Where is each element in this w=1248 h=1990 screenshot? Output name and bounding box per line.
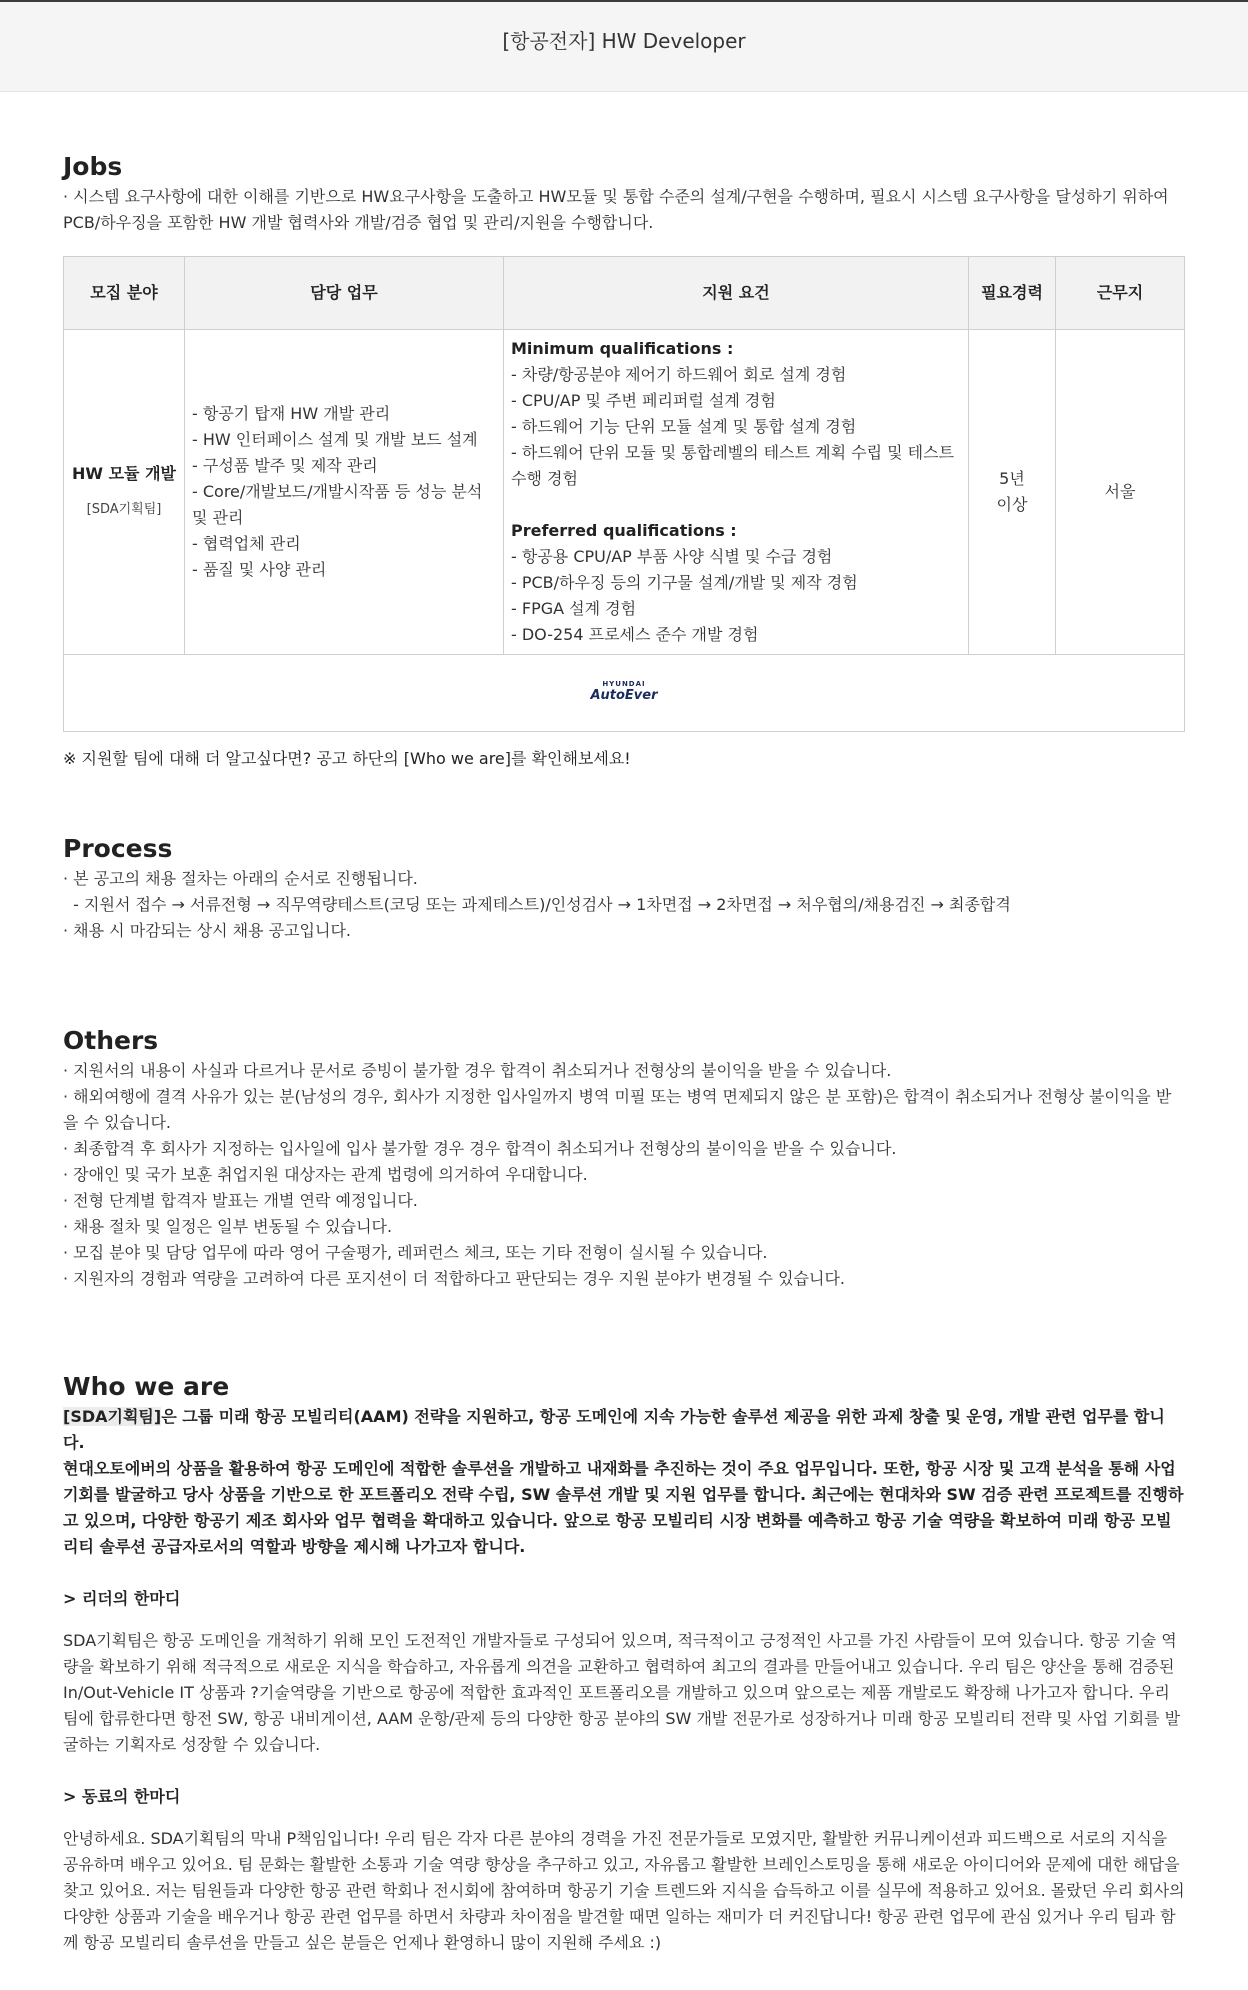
- min-qual-item: - 하드웨어 기능 단위 모듈 설계 및 통합 설계 경험: [511, 417, 857, 436]
- others-section: [63, 1024, 1185, 1292]
- duty-item: - Core/개발보드/개발시작품 등 성능 분석 및 관리: [192, 482, 483, 527]
- peer-text: 안녕하세요. SDA기획팀의 막내 P책임입니다! 우리 팀은 각자 다른 분야의 경력을 가진 전문가들로 모였지만, 활발한 커뮤니케이션과 피드백으로 서로의 지식을 공유하며 배우고 있어요. 팀 문화는 활발한 소통과 기술 역량 향상을 추구하고 있고, 자유롭고 활발한 브레인스토밍을 통해 새로운 아이디어와 문제에 대한 해답을 찾고 있어요. 저는 팀원들과 다양한 항공 관련 학회나 전시회에 참여하며 항공기 기술 트렌드와 지식을 습득하고 이를 실무에 적용하고 있어요. 몰랐던 우리 회사의 다양한 상품과 기술을 배우거나 항공 관련 업무를 하면서 차량과 차이점을 발견할 때면 일하는 재미가 더 커진답니다! 항공 관련 업무에 관심 있거나 우리 팀과 함께 항공 모빌리티 솔루션을 만들고 싶은 분들은 언제나 환영하니 많이 지원해 주세요 :): [63, 1829, 1185, 1952]
- pref-qual-item: - 항공용 CPU/AP 부품 사양 식별 및 수급 경험: [511, 547, 833, 566]
- experience-cell: [969, 330, 1056, 655]
- pref-qual-item: - FPGA 설계 경험: [511, 599, 637, 618]
- th-duties: 담당 업무: [185, 257, 504, 330]
- others-item: · 모집 분야 및 담당 업무에 따라 영어 구술평가, 레퍼런스 체크, 또는 기타 전형이 실시될 수 있습니다.: [63, 1243, 768, 1262]
- th-requirements: 지원 요건: [504, 257, 969, 330]
- others-item: · 최종합격 후 회사가 지정하는 입사일에 입사 불가할 경우 경우 합격이 취소되거나 전형상의 불이익을 받을 수 있습니다.: [63, 1139, 897, 1158]
- th-location: 근무지: [1056, 257, 1185, 330]
- min-qual-title: Minimum qualifications :: [511, 339, 734, 358]
- process-title: Process: [63, 834, 173, 863]
- th-field: 모집 분야: [64, 257, 185, 330]
- jobs-intro: · 시스템 요구사항에 대한 이해를 기반으로 HW요구사항을 도출하고 HW모듈 및 통합 수준의 설계/구현을 수행하며, 필요시 시스템 요구사항을 달성하기 위하여 PCB/하우징을 포함한 HW 개발 협력사와 개발/검증 협업 및 관리/지원을 수행합니다.: [63, 187, 1169, 232]
- peer-title: > 동료의 한마디: [63, 1787, 181, 1806]
- process-item: · 채용 시 마감되는 상시 채용 공고입니다.: [63, 921, 351, 940]
- table-row: [64, 330, 1185, 655]
- logo-top-text: HYUNDAI: [602, 680, 646, 688]
- jobs-table-header: [64, 257, 1185, 330]
- others-item: · 지원서의 내용이 사실과 다르거나 문서로 증빙이 불가할 경우 합격이 취소되거나 전형상의 불이익을 받을 수 있습니다.: [63, 1061, 892, 1080]
- pref-qual-title: Preferred qualifications :: [511, 521, 737, 540]
- requirements-cell: [504, 330, 969, 655]
- th-experience: 필요경력: [969, 257, 1056, 330]
- others-item: · 장애인 및 국가 보훈 취업지원 대상자는 관계 법령에 의거하여 우대합니다.: [63, 1165, 588, 1184]
- others-item: · 지원자의 경험과 역량을 고려하여 다른 포지션이 더 적합하다고 판단되는 경우 지원 분야가 변경될 수 있습니다.: [63, 1269, 845, 1288]
- who-title: Who we are: [63, 1372, 230, 1401]
- others-item: · 전형 단계별 합격자 발표는 개별 연락 예정입니다.: [63, 1191, 418, 1210]
- process-item: - 지원서 접수 → 서류전형 → 직무역량테스트(코딩 또는 과제테스트)/인성검사 → 1차면접 → 2차면접 → 처우협의/채용검진 → 최종합격: [63, 895, 1011, 914]
- jobs-section: [63, 150, 1185, 788]
- duty-item: - 품질 및 사양 관리: [192, 560, 327, 579]
- who-intro-text: 은 그룹 미래 항공 모빌리티(AAM) 전략을 지원하고, 항공 도메인에 지속 가능한 솔루션 제공을 위한 과제 창출 및 운영, 개발 관련 업무를 합니다.: [63, 1407, 1165, 1452]
- others-title: Others: [63, 1026, 159, 1055]
- logo-cell: [64, 655, 1185, 732]
- hyundai-autoever-logo: [590, 679, 657, 701]
- who-intro: [63, 1404, 1185, 1456]
- logo-bottom-text: AutoEver: [590, 688, 658, 703]
- page-header: [0, 0, 1248, 92]
- min-qual-item: - 하드웨어 단위 모듈 및 통합레벨의 테스트 계획 수립 및 테스트 수행 경험: [511, 443, 955, 488]
- duty-item: - 항공기 탑재 HW 개발 관리: [192, 404, 391, 423]
- field-cell: [64, 330, 185, 655]
- process-item: · 본 공고의 채용 절차는 아래의 순서로 진행됩니다.: [63, 869, 418, 888]
- pref-qual-item: - PCB/하우징 등의 기구물 설계/개발 및 제작 경험: [511, 573, 858, 592]
- leader-text: SDA기획팀은 항공 도메인을 개척하기 위해 모인 도전적인 개발자들로 구성되어 있으며, 적극적이고 긍정적인 사고를 가진 사람들이 모여 있습니다. 항공 기술 역량을 확보하기 위해 적극적으로 새로운 지식을 학습하고, 자유롭게 의견을 교환하고 협력하여 최고의 결과를 만들어내고 있습니다. 우리 팀은 양산을 통해 검증된 In/Out-Vehicle IT 상품과 ?기술역량을 기반으로 항공에 적합한 효과적인 포트폴리오를 개발하고 있으며 앞으로는 제품 개발로도 확장해 나가고자 합니다. 우리 팀에 합류한다면 항전 SW, 항공 내비게이션, AAM 운항/관제 등의 다양한 항공 분야의 SW 개발 전문가로 성장하거나 미래 항공 모빌리티 전략 및 사업 기회를 발굴하는 기획자로 성장할 수 있습니다.: [63, 1631, 1181, 1754]
- who-intro-2: 현대오토에버의 상품을 활용하여 항공 도메인에 적합한 솔루션을 개발하고 내재화를 추진하는 것이 주요 업무입니다. 또한, 항공 시장 및 고객 분석을 통해 사업 기회를 발굴하고 당사 상품을 기반으로 한 포트폴리오 전략 수립, SW 솔루션 개발 및 지원 업무를 합니다. 최근에는 현대차와 SW 검증 관련 프로젝트를 진행하고 있으며, 다양한 항공기 제조 회사와 업무 협력을 확대하고 있습니다. 앞으로 항공 모빌리티 시장 변화를 예측하고 항공 기술 역량을 확보하여 미래 항공 모빌리티 솔루션 공급자로서의 역할과 방향을 제시해 나가고자 합니다.: [63, 1459, 1184, 1556]
- duty-item: - 구성품 발주 및 제작 관리: [192, 456, 378, 475]
- experience-suffix: 이상: [996, 495, 1028, 514]
- others-item: · 해외여행에 결격 사유가 있는 분(남성의 경우, 회사가 지정한 입사일까지 병역 미필 또는 병역 면제되지 않은 분 포함)은 합격이 취소되거나 전형상 불이익을 받을 수 있습니다.: [63, 1087, 1172, 1132]
- min-qual-item: - CPU/AP 및 주변 페리퍼럴 설계 경험: [511, 391, 776, 410]
- process-section: [63, 832, 1185, 944]
- experience-years: 5년: [999, 469, 1025, 488]
- logo-row: [64, 655, 1185, 732]
- spacer: [511, 492, 961, 518]
- field-name: HW 모듈 개발: [71, 464, 176, 483]
- duties-cell: [185, 330, 504, 655]
- field-team: [SDA기획팀]: [86, 502, 162, 517]
- duty-item: - HW 인터페이스 설계 및 개발 보드 설계: [192, 430, 478, 449]
- location-cell: 서울: [1056, 330, 1185, 655]
- team-tag: [SDA기획팀]: [63, 1407, 162, 1426]
- others-item: · 채용 절차 및 일정은 일부 변동될 수 있습니다.: [63, 1217, 393, 1236]
- jobs-table: [63, 256, 1185, 732]
- duty-item: - 협력업체 관리: [192, 534, 301, 553]
- leader-title: > 리더의 한마디: [63, 1589, 181, 1608]
- who-we-are-note: ※ 지원할 팀에 대해 더 알고싶다면? 공고 하단의 [Who we are]를 확인해보세요!: [63, 749, 631, 768]
- min-qual-item: - 차량/항공분야 제어기 하드웨어 회로 설계 경험: [511, 365, 847, 384]
- page-title: [항공전자] HW Developer: [502, 29, 746, 53]
- pref-qual-item: - DO-254 프로세스 준수 개발 경험: [511, 625, 759, 644]
- jobs-title: Jobs: [63, 152, 123, 181]
- who-we-are-section: [63, 1370, 1185, 1956]
